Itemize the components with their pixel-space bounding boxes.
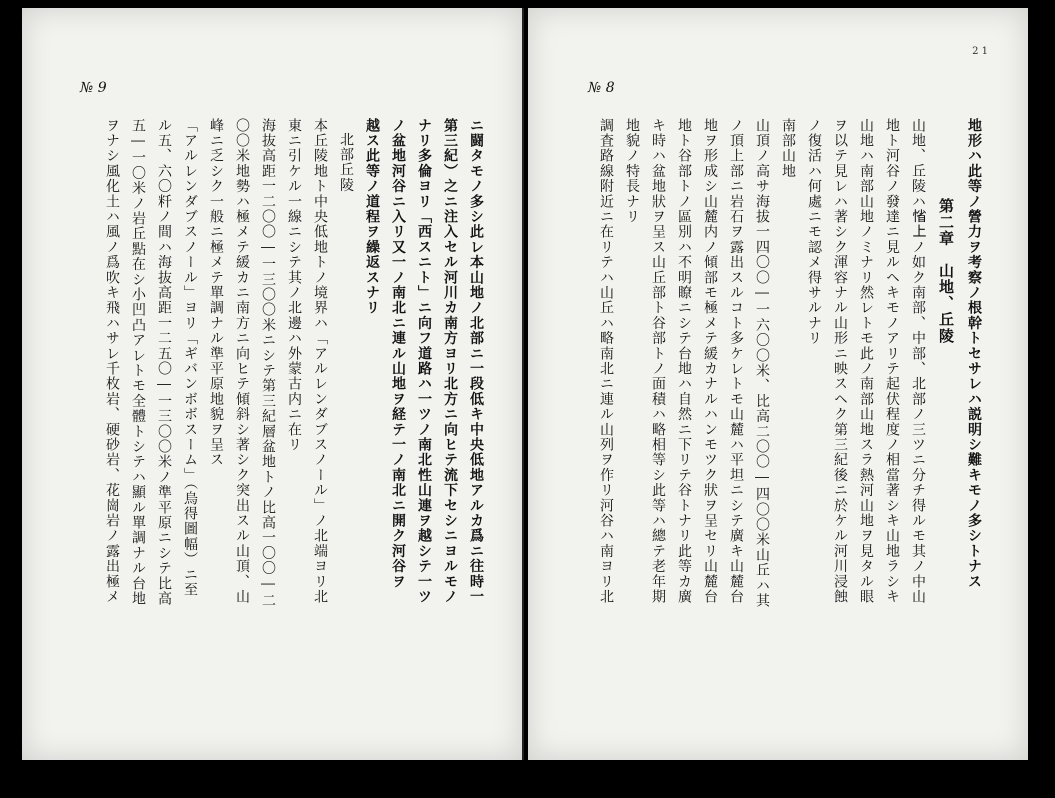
- text-line: 地形ハ此等ノ營力ヲ考察ノ根幹トセサレハ説明シ難キモノ多シトナス: [966, 118, 982, 590]
- text-line: 地ト谷部トノ區別ハ不明瞭ニシテ台地ハ自然ニ下リテ谷トナリ此等カ廣: [676, 118, 692, 605]
- text-line: 山地ハ南部山地ノミナリ然レトモ此ノ南部山地スラ熱河山地ヲ見タル眼: [858, 118, 874, 605]
- text-line: 峰ニ乏シク一般ニ極メテ單調ナル準平原地貌ヲ呈ス: [208, 118, 224, 468]
- text-line: ノ盆地河谷ニ入リ又一ノ南北ニ連ル山地ヲ経テ一ノ南北ニ開ク河谷ヲ: [390, 118, 406, 590]
- text-line: ノ復活ハ何處ニモ認メ得サルナリ: [806, 118, 822, 346]
- text-line: ナリ多倫ヨリ「西スニト」ニ向フ道路ハ一ツノ南北性山連ヲ越シテ一ツ: [416, 118, 432, 605]
- text-line: 第三紀）之ニ注入セル河川カ南方ヨリ北方ニ向ヒテ流下セシニヨルモノ: [442, 118, 458, 605]
- section-heading: 北部丘陵: [338, 132, 354, 193]
- text-line: 山地、丘陵ハ𢜫上ノ如ク南部、中部、北部ノ三ツニ分チ得ルモ其ノ中山: [910, 118, 926, 605]
- text-line: 本丘陵地ト中央低地トノ境界ハ「アルレンダブスノール」ノ北端ヨリ北: [312, 118, 328, 605]
- text-line: 五―一〇米ノ岩丘點在シ小凹凸アレトモ全體トシテハ顯ル單調ナル台地: [130, 118, 146, 607]
- text-line: ヲ以テ見レハ著シク渾容ナル山形ニ映スヘク第三紀後ニ於ケル河川浸蝕: [832, 118, 848, 605]
- text-line: 海抜高距一二〇〇―一三〇〇米ニシテ第三紀層盆地トノ比高一〇〇―二: [260, 118, 276, 609]
- left-page: [22, 8, 524, 760]
- text-line: 地貌ノ特長ナリ: [624, 118, 640, 225]
- text-line: ノ頂上部ニ岩石ヲ露出スルコト多ケレトモ山麓ハ平坦ニシテ廣キ山麓台: [728, 118, 744, 605]
- text-line: 地ヲ形成シ山麓内ノ傾部モ極メテ緩カナルハンモツク狀ヲ呈セリ山麓台: [702, 118, 718, 605]
- text-line: ニ闘タモノ多シ此レ本山地ノ北部ニ一段低キ中央低地アルカ爲ニ往時一: [468, 118, 484, 605]
- text-line: 調査路線附近ニ在リテハ山丘ハ略南北ニ連ル山列ヲ作リ河谷ハ南ヨリ北: [598, 118, 614, 605]
- text-line: 〇〇米地勢ハ極メテ緩カニ南方ニ向ヒテ傾斜シ著シク突出スル山頂、山: [234, 118, 250, 605]
- right-page: [528, 8, 1028, 760]
- text-line: キ時ハ盆地狀ヲ呈ス山丘部ト谷部トノ面積ハ略相等シ此等ハ總テ老年期: [650, 118, 666, 605]
- page-number: № 8: [588, 80, 615, 96]
- text-line: ヲナシ風化土ハ風ノ爲吹キ飛ハサレ千枚岩、硬砂岩、花崗岩ノ露出極メ: [104, 118, 120, 605]
- corner-mark: 2 1: [972, 46, 988, 57]
- page-number: № 9: [80, 80, 107, 96]
- text-line: 「アルレンダブスノール」ヨリ「ギバンボボスーム」（烏得圖幅）ニ至: [182, 118, 198, 598]
- text-line: ル五、六〇粁ノ間ハ海抜高距一二五〇―一三〇〇米ノ準平原ニシテ比高: [156, 118, 172, 607]
- chapter-heading: 第二章 山地、丘陵: [937, 198, 955, 344]
- text-line: 山頂ノ高サ海拔一四〇〇―一六〇〇米、比高二〇〇―四〇〇米山丘ハ其: [754, 118, 770, 609]
- text-line: 越ス此等ノ道程ヲ繰返スナリ: [364, 118, 380, 316]
- text-line: 東ニ引ケル一線ニシテ其ノ北邊ハ外蒙古内ニ在リ: [286, 118, 302, 453]
- section-heading: 南部山地: [780, 118, 796, 179]
- text-line: 地ト河谷ノ發達ニ見ルヘキモノアリテ起伏程度ノ相當著シキ山地ラシキ: [884, 118, 900, 605]
